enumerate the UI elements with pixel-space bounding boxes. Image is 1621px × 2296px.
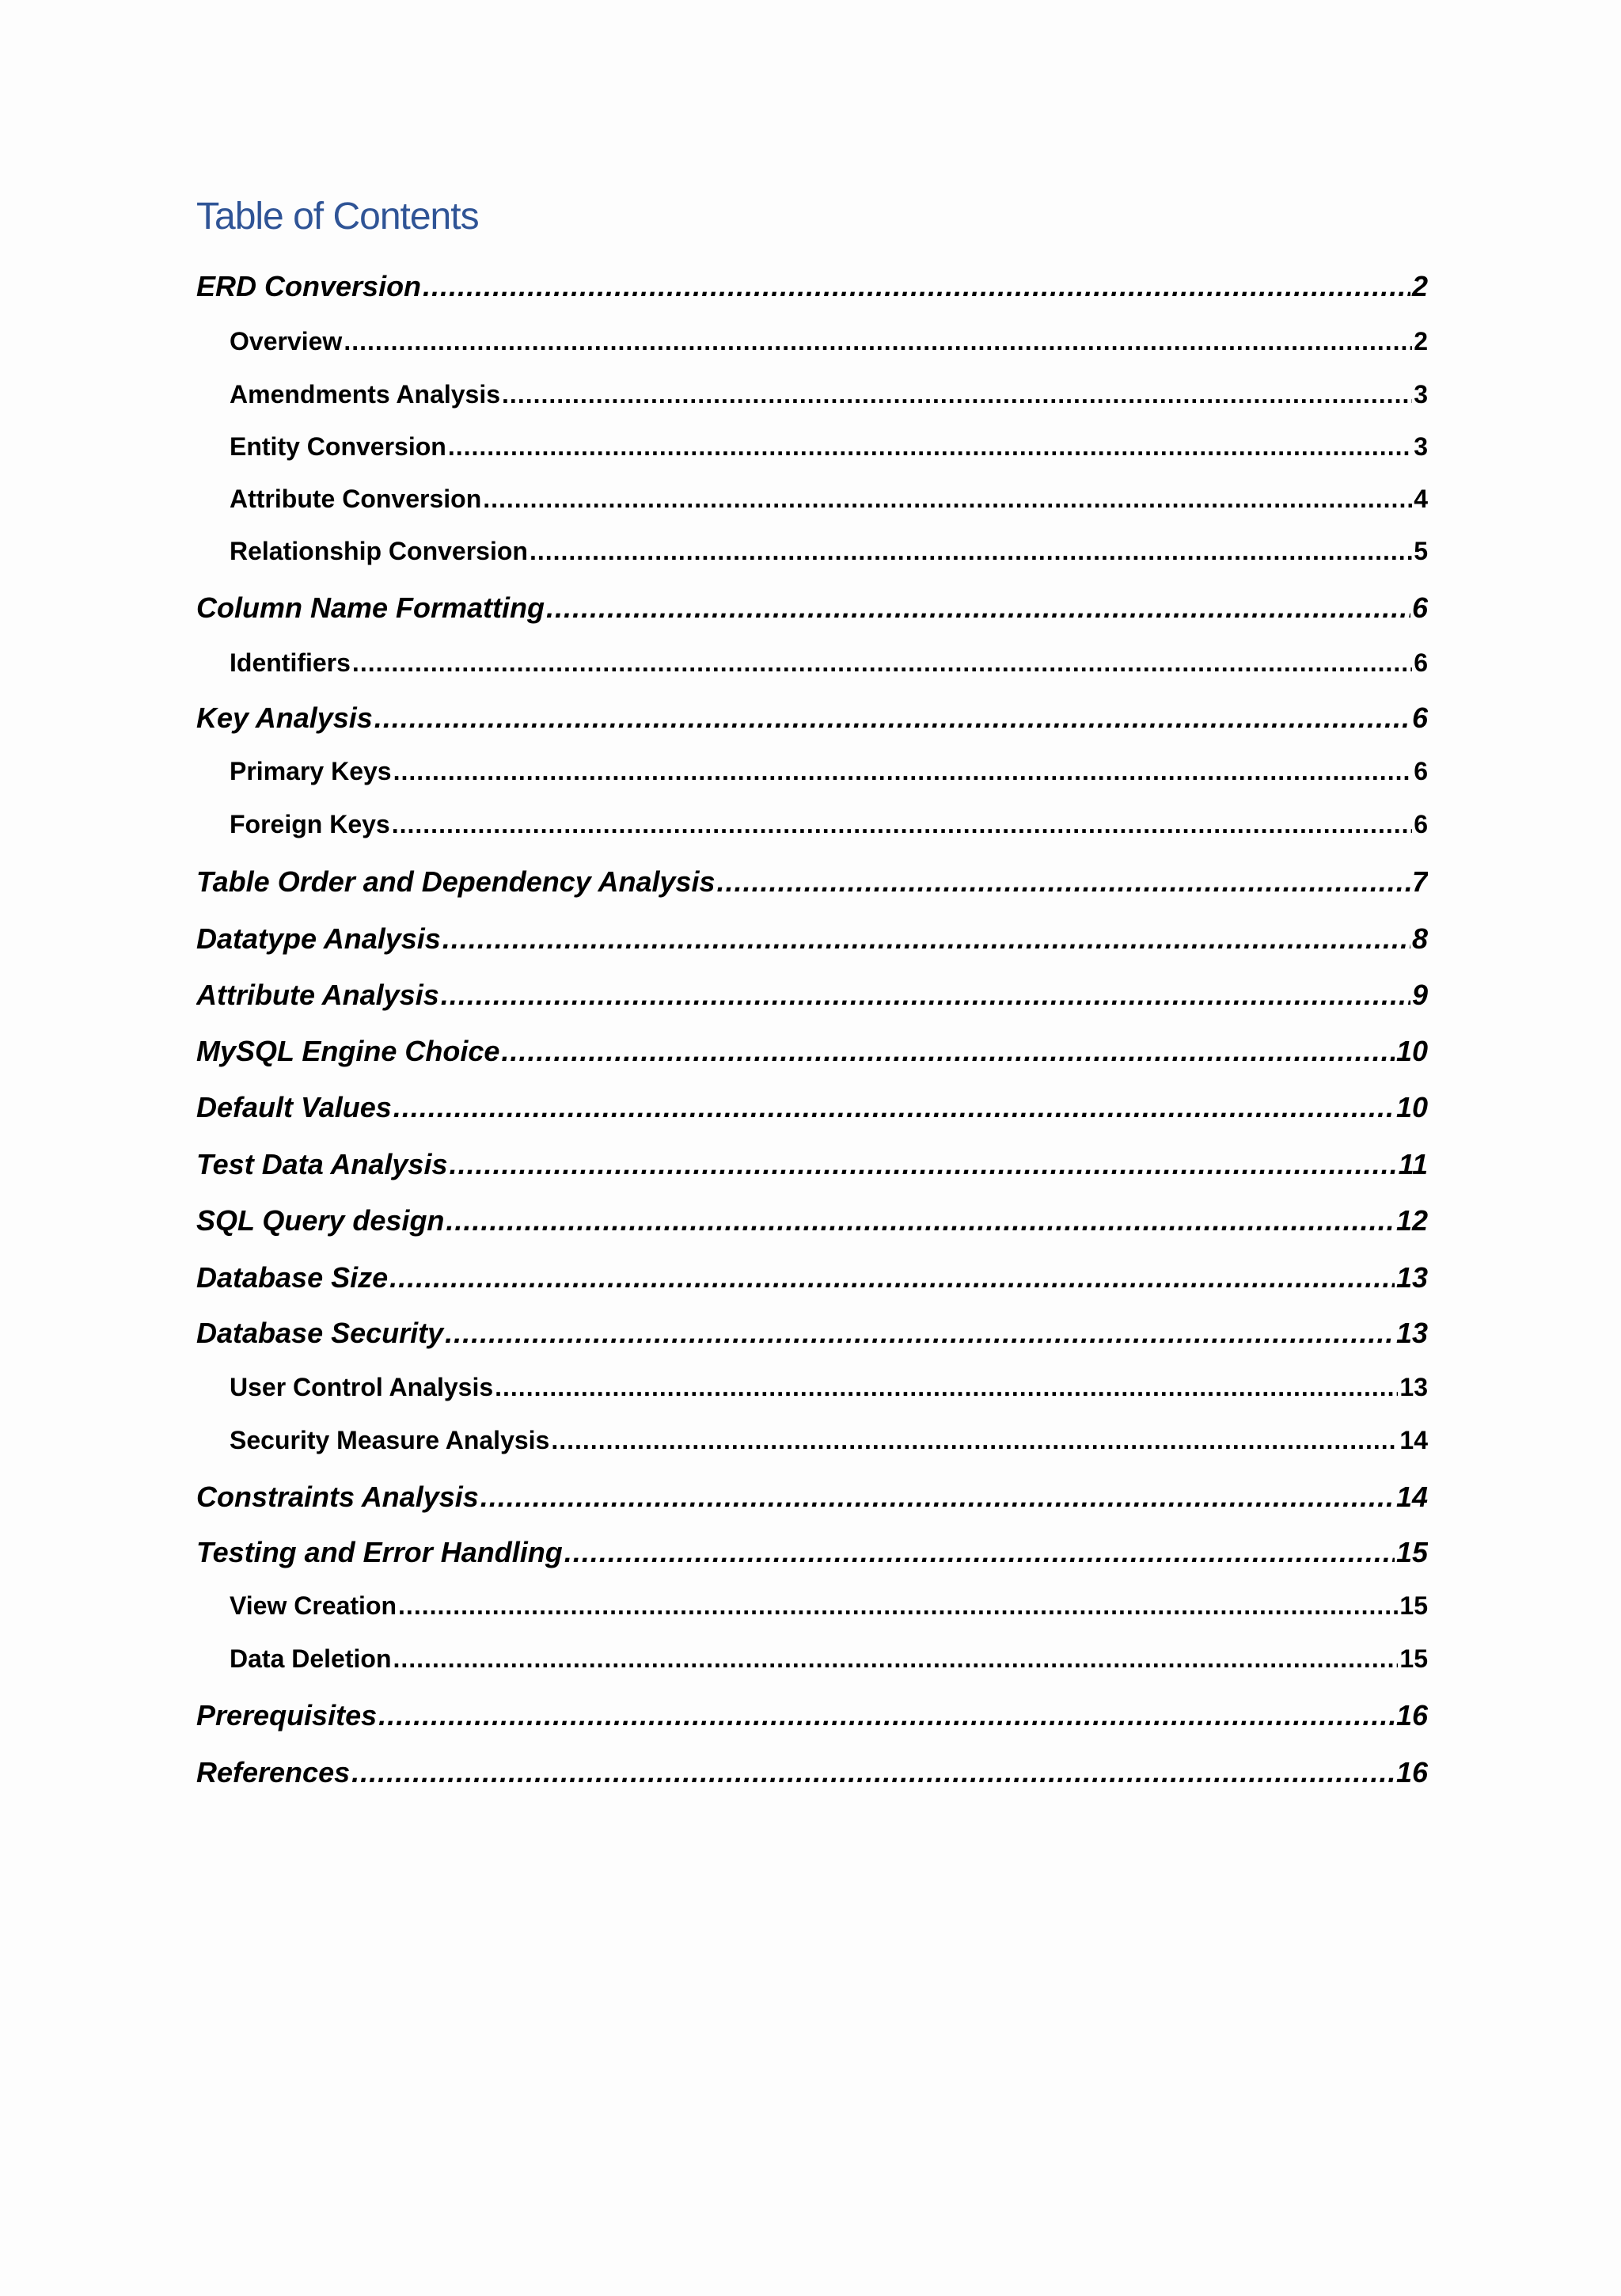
toc-entry-page-number: 14	[1399, 1426, 1428, 1454]
toc-entry[interactable]	[196, 1640, 1428, 1678]
toc-entry[interactable]	[196, 644, 1428, 682]
toc-leader-dots	[441, 975, 1410, 1016]
toc-entry[interactable]	[196, 1031, 1428, 1072]
toc-entry-page-number: 2	[1414, 327, 1428, 355]
toc-entry-label: View Creation	[230, 1591, 397, 1620]
toc-leader-dots	[393, 752, 1413, 790]
toc-entry[interactable]	[196, 532, 1428, 570]
toc-entry-label: References	[196, 1756, 351, 1789]
toc-entry[interactable]	[196, 1695, 1428, 1736]
toc-leader-dots	[398, 1587, 1398, 1625]
toc-leader-dots	[445, 1313, 1395, 1354]
toc-entry[interactable]	[196, 428, 1428, 466]
toc-entry-label: Column Name Formatting	[196, 591, 545, 624]
toc-entry-page-number: 6	[1414, 810, 1428, 838]
toc-entry-page-number: 13	[1395, 1317, 1428, 1349]
toc-entry-label: Foreign Keys	[230, 810, 390, 838]
toc-leader-dots	[392, 805, 1412, 843]
toc-leader-dots	[564, 1532, 1395, 1573]
toc-entry-label: Attribute Conversion	[230, 485, 482, 513]
toc-entry-page-number: 8	[1411, 922, 1428, 955]
toc-leader-dots	[530, 532, 1412, 570]
toc-entry-page-number: 5	[1414, 537, 1428, 565]
toc-entry[interactable]	[196, 1368, 1428, 1406]
toc-entry-page-number: 11	[1398, 1148, 1428, 1180]
toc-leader-dots	[423, 266, 1410, 307]
toc-entry-page-number: 14	[1395, 1481, 1428, 1513]
toc-entry-page-number: 4	[1414, 485, 1428, 513]
toc-leader-dots	[393, 1640, 1398, 1678]
toc-entry[interactable]	[196, 587, 1428, 629]
toc-leader-dots	[551, 1421, 1398, 1459]
toc-title: Table of Contents	[196, 196, 479, 238]
toc-entry-label: Attribute Analysis	[196, 979, 439, 1011]
toc-entry-page-number: 13	[1395, 1261, 1428, 1294]
toc-entry[interactable]	[196, 1144, 1428, 1185]
toc-entry[interactable]	[196, 1200, 1428, 1241]
toc-entry-label: Datatype Analysis	[196, 922, 441, 955]
toc-entry[interactable]	[196, 698, 1428, 739]
toc-entry-label: Security Measure Analysis	[230, 1426, 550, 1454]
toc-entry-label: Database Security	[196, 1317, 444, 1349]
toc-entry[interactable]	[196, 1477, 1428, 1518]
toc-entry-page-number: 13	[1399, 1373, 1428, 1401]
toc-entry[interactable]	[196, 861, 1428, 903]
toc-entry-page-number: 12	[1395, 1204, 1428, 1237]
toc-entry-label: ERD Conversion	[196, 270, 422, 302]
toc-entry-label: MySQL Engine Choice	[196, 1035, 500, 1067]
toc-entry-page-number: 6	[1411, 701, 1428, 734]
toc-leader-dots	[442, 918, 1410, 960]
toc-entry[interactable]	[196, 805, 1428, 843]
toc-entry-label: Overview	[230, 327, 343, 355]
toc-entry[interactable]	[196, 1257, 1428, 1298]
toc-entry-page-number: 6	[1414, 648, 1428, 677]
toc-entry[interactable]	[196, 322, 1428, 360]
toc-entry-page-number: 6	[1414, 757, 1428, 785]
toc-entry-page-number: 9	[1411, 979, 1428, 1011]
toc-entry[interactable]	[196, 266, 1428, 307]
toc-entry[interactable]	[196, 1587, 1428, 1625]
toc-entry-label: Entity Conversion	[230, 432, 446, 461]
toc-entry-page-number: 7	[1411, 865, 1428, 898]
toc-entry-label: Key Analysis	[196, 701, 373, 734]
toc-entry-label: Testing and Error Handling	[196, 1536, 563, 1568]
toc-entry[interactable]	[196, 918, 1428, 960]
toc-entry-page-number: 10	[1395, 1091, 1428, 1123]
toc-leader-dots	[717, 861, 1410, 903]
toc-entry[interactable]	[196, 975, 1428, 1016]
toc-entry-page-number: 16	[1395, 1756, 1428, 1789]
toc-entry[interactable]	[196, 1532, 1428, 1573]
toc-leader-dots	[502, 375, 1412, 413]
toc-leader-dots	[483, 480, 1412, 518]
toc-leader-dots	[389, 1257, 1395, 1298]
toc-entry-label: Database Size	[196, 1261, 389, 1294]
toc-entry-page-number: 16	[1395, 1699, 1428, 1732]
toc-leader-dots	[480, 1477, 1395, 1518]
toc-entry-label: Prerequisites	[196, 1699, 378, 1732]
toc-entry-label: Amendments Analysis	[230, 380, 501, 409]
toc-entry[interactable]	[196, 1752, 1428, 1793]
toc-entry-label: Constraints Analysis	[196, 1481, 479, 1513]
toc-entry-label: Relationship Conversion	[230, 537, 528, 565]
toc-entry-page-number: 2	[1411, 270, 1428, 302]
toc-entry-label: Identifiers	[230, 648, 351, 677]
toc-entry-label: User Control Analysis	[230, 1373, 494, 1401]
toc-leader-dots	[378, 1695, 1395, 1736]
toc-list	[196, 0, 1428, 2296]
toc-entry-label: Test Data Analysis	[196, 1148, 448, 1180]
toc-entry-page-number: 15	[1399, 1591, 1428, 1620]
toc-leader-dots	[446, 1200, 1395, 1241]
toc-entry-page-number: 3	[1414, 380, 1428, 409]
toc-entry-page-number: 15	[1395, 1536, 1428, 1568]
toc-entry-page-number: 10	[1395, 1035, 1428, 1067]
toc-leader-dots	[501, 1031, 1395, 1072]
toc-entry[interactable]	[196, 480, 1428, 518]
toc-entry-label: Table Order and Dependency Analysis	[196, 865, 716, 898]
toc-entry-page-number: 3	[1414, 432, 1428, 461]
toc-entry-label: SQL Query design	[196, 1204, 445, 1237]
toc-entry-label: Data Deletion	[230, 1644, 392, 1673]
toc-entry[interactable]	[196, 752, 1428, 790]
toc-entry[interactable]	[196, 1313, 1428, 1354]
toc-entry[interactable]	[196, 1421, 1428, 1459]
toc-leader-dots	[546, 587, 1410, 629]
toc-leader-dots	[374, 698, 1410, 739]
toc-leader-dots	[344, 322, 1412, 360]
toc-leader-dots	[351, 1752, 1395, 1793]
toc-entry-label: Default Values	[196, 1091, 392, 1123]
toc-entry[interactable]	[196, 1087, 1428, 1128]
toc-leader-dots	[352, 644, 1412, 682]
toc-leader-dots	[449, 1144, 1396, 1185]
toc-entry-page-number: 6	[1411, 591, 1428, 624]
toc-leader-dots	[448, 428, 1412, 466]
toc-leader-dots	[393, 1087, 1395, 1128]
toc-entry-page-number: 15	[1399, 1644, 1428, 1673]
toc-entry[interactable]	[196, 375, 1428, 413]
toc-leader-dots	[495, 1368, 1398, 1406]
toc-entry-label: Primary Keys	[230, 757, 392, 785]
